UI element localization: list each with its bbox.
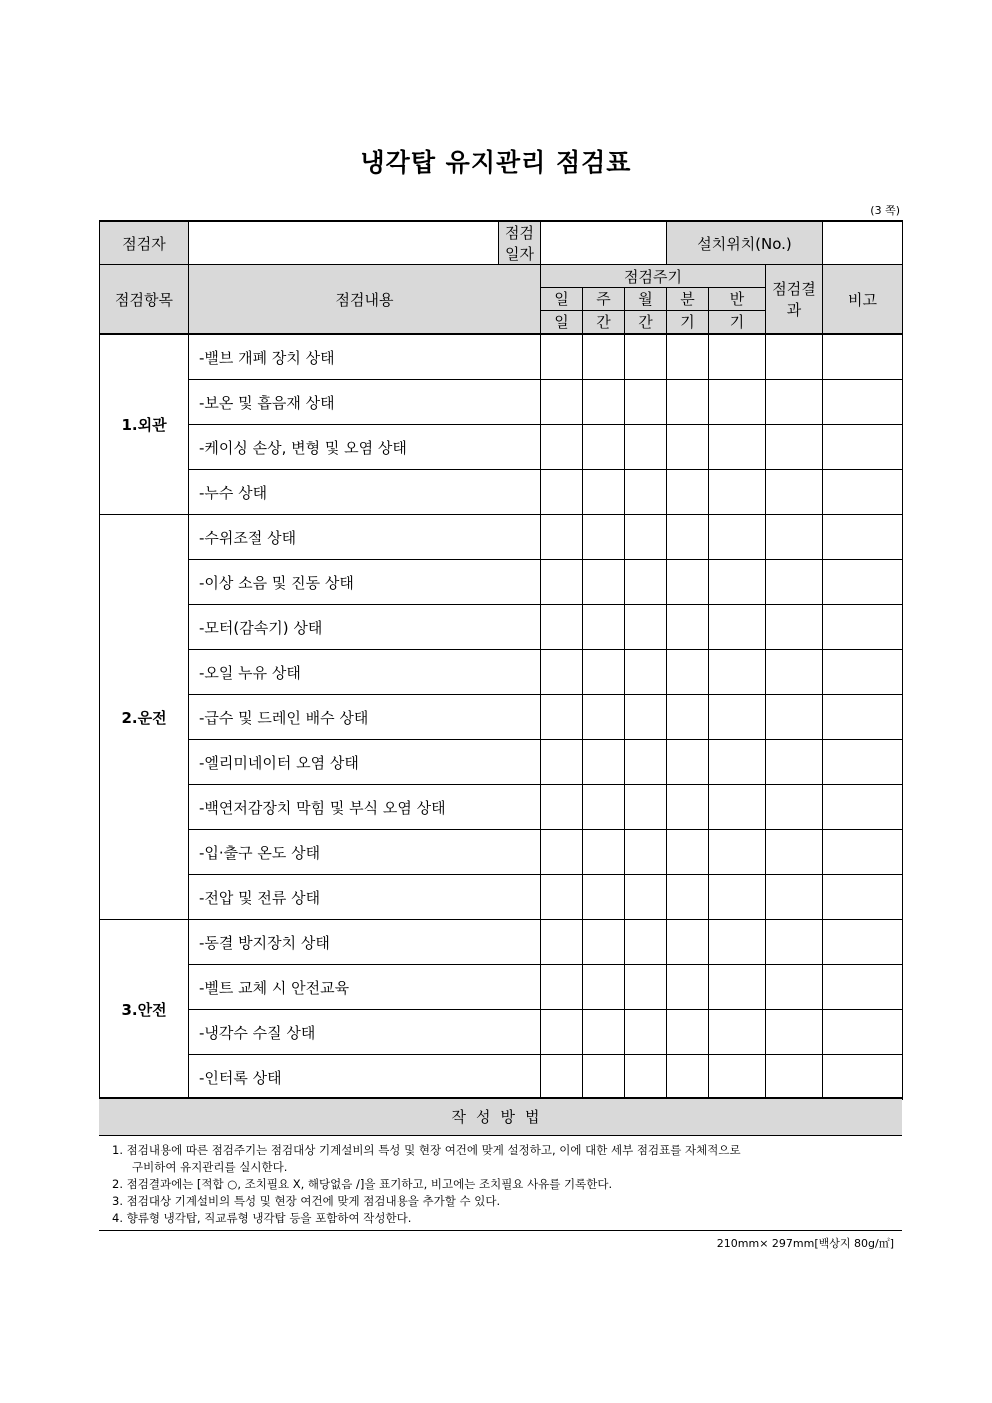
cycle-check-cell[interactable] [541, 425, 583, 470]
cycle-check-cell[interactable] [667, 470, 709, 515]
result-cell[interactable] [766, 875, 823, 920]
method-notes [112, 1142, 902, 1227]
result-cell[interactable] [766, 1055, 823, 1100]
page-number: (3 쪽) [870, 204, 900, 217]
cycle-check-cell[interactable] [667, 425, 709, 470]
cycle-sub-header: 간 [625, 311, 667, 335]
cycle-check-cell[interactable] [583, 875, 625, 920]
cycle-check-cell[interactable] [709, 695, 766, 740]
table-row [100, 695, 903, 740]
inspection-table [99, 220, 903, 1100]
cycle-check-cell[interactable] [709, 470, 766, 515]
cycle-check-cell[interactable] [709, 650, 766, 695]
content-cell: -냉각수 수질 상태 [189, 1010, 541, 1055]
cycle-check-cell[interactable] [583, 650, 625, 695]
cycle-check-cell[interactable] [667, 695, 709, 740]
cycle-column-header: 점검주기 [541, 265, 766, 288]
remark-cell[interactable] [823, 695, 903, 740]
content-cell: -입·출구 온도 상태 [189, 830, 541, 875]
content-cell: -이상 소음 및 진동 상태 [189, 560, 541, 605]
result-cell[interactable] [766, 380, 823, 425]
date-label: 점검일자 [499, 221, 541, 265]
cycle-check-cell[interactable] [583, 605, 625, 650]
table-row [100, 740, 903, 785]
cycle-check-cell[interactable] [625, 1010, 667, 1055]
table-row [100, 605, 903, 650]
cycle-check-cell[interactable] [541, 650, 583, 695]
remark-cell[interactable] [823, 830, 903, 875]
cycle-check-cell[interactable] [583, 695, 625, 740]
paper-spec: 210mm× 297mm[백상지 80g/㎡] [716, 1237, 894, 1250]
content-cell: -밸브 개폐 장치 상태 [189, 334, 541, 380]
cycle-sub-header: 주 [583, 288, 625, 311]
cycle-check-cell[interactable] [583, 740, 625, 785]
cycle-check-cell[interactable] [709, 334, 766, 380]
remark-cell[interactable] [823, 560, 903, 605]
cycle-check-cell[interactable] [667, 785, 709, 830]
location-label: 설치위치(No.) [667, 221, 823, 265]
cycle-check-cell[interactable] [583, 1010, 625, 1055]
content-cell: -백연저감장치 막힘 및 부식 오염 상태 [189, 785, 541, 830]
result-cell[interactable] [766, 515, 823, 560]
table-row [100, 1010, 903, 1055]
cycle-check-cell[interactable] [541, 515, 583, 560]
result-cell[interactable] [766, 785, 823, 830]
remark-cell[interactable] [823, 470, 903, 515]
cycle-check-cell[interactable] [583, 515, 625, 560]
cycle-check-cell[interactable] [667, 1055, 709, 1100]
item-column-header: 점검항목 [100, 265, 189, 335]
table-row [100, 1055, 903, 1100]
cycle-sub-header: 기 [709, 311, 766, 335]
remark-column-header: 비고 [823, 265, 903, 335]
remark-cell[interactable] [823, 650, 903, 695]
cycle-check-cell[interactable] [625, 830, 667, 875]
table-row [100, 875, 903, 920]
cycle-check-cell[interactable] [709, 560, 766, 605]
cycle-check-cell[interactable] [541, 1010, 583, 1055]
cycle-check-cell[interactable] [541, 785, 583, 830]
cycle-check-cell[interactable] [583, 785, 625, 830]
result-cell[interactable] [766, 740, 823, 785]
cycle-check-cell[interactable] [667, 1010, 709, 1055]
cycle-check-cell[interactable] [625, 785, 667, 830]
result-cell[interactable] [766, 605, 823, 650]
table-row [100, 560, 903, 605]
remark-cell[interactable] [823, 605, 903, 650]
cycle-sub-header: 간 [583, 311, 625, 335]
table-row [100, 965, 903, 1010]
cycle-check-cell[interactable] [625, 920, 667, 965]
location-field[interactable] [823, 221, 903, 265]
cycle-check-cell[interactable] [625, 965, 667, 1010]
result-cell[interactable] [766, 965, 823, 1010]
table-row [100, 650, 903, 695]
table-row [100, 920, 903, 965]
result-cell[interactable] [766, 695, 823, 740]
cycle-check-cell[interactable] [541, 605, 583, 650]
note-line: 3. 점검대상 기계설비의 특성 및 현장 여건에 맞게 점검내용을 추가할 수 있다. [112, 1194, 501, 1208]
content-cell: -케이싱 손상, 변형 및 오염 상태 [189, 425, 541, 470]
remark-cell[interactable] [823, 1055, 903, 1100]
content-cell: -보온 및 흡음재 상태 [189, 380, 541, 425]
page-title: 냉각탑 유지관리 점검표 [360, 148, 632, 177]
content-cell: -벨트 교체 시 안전교육 [189, 965, 541, 1010]
category-cell: 3.안전 [100, 920, 189, 1100]
content-cell: -인터록 상태 [189, 1055, 541, 1100]
content-cell: -누수 상태 [189, 470, 541, 515]
content-cell: -오일 누유 상태 [189, 650, 541, 695]
cycle-check-cell[interactable] [583, 1055, 625, 1100]
remark-cell[interactable] [823, 965, 903, 1010]
cycle-check-cell[interactable] [541, 875, 583, 920]
cycle-check-cell[interactable] [709, 875, 766, 920]
cycle-check-cell[interactable] [583, 380, 625, 425]
result-cell[interactable] [766, 560, 823, 605]
cycle-check-cell[interactable] [583, 830, 625, 875]
cycle-check-cell[interactable] [667, 515, 709, 560]
content-column-header: 점검내용 [189, 265, 541, 335]
cycle-check-cell[interactable] [625, 1055, 667, 1100]
table-row [100, 380, 903, 425]
cycle-check-cell[interactable] [667, 830, 709, 875]
cycle-check-cell[interactable] [625, 380, 667, 425]
cycle-check-cell[interactable] [625, 605, 667, 650]
cycle-check-cell[interactable] [541, 920, 583, 965]
cycle-check-cell[interactable] [667, 650, 709, 695]
content-cell: -전압 및 전류 상태 [189, 875, 541, 920]
cycle-check-cell[interactable] [583, 560, 625, 605]
category-cell: 2.운전 [100, 515, 189, 920]
category-cell: 1.외관 [100, 334, 189, 515]
cycle-sub-header: 분 [667, 288, 709, 311]
table-row [100, 830, 903, 875]
remark-cell[interactable] [823, 785, 903, 830]
cycle-check-cell[interactable] [667, 740, 709, 785]
cycle-check-cell[interactable] [625, 470, 667, 515]
cycle-check-cell[interactable] [667, 875, 709, 920]
cycle-sub-header: 기 [667, 311, 709, 335]
content-cell: -모터(감속기) 상태 [189, 605, 541, 650]
cycle-check-cell[interactable] [709, 965, 766, 1010]
bottom-rule [99, 1230, 902, 1231]
result-cell[interactable] [766, 650, 823, 695]
cycle-check-cell[interactable] [667, 380, 709, 425]
cycle-check-cell[interactable] [709, 785, 766, 830]
content-cell: -동결 방지장치 상태 [189, 920, 541, 965]
cycle-check-cell[interactable] [541, 695, 583, 740]
cycle-check-cell[interactable] [667, 605, 709, 650]
result-cell[interactable] [766, 1010, 823, 1055]
cycle-check-cell[interactable] [667, 965, 709, 1010]
cycle-check-cell[interactable] [625, 650, 667, 695]
cycle-check-cell[interactable] [583, 334, 625, 380]
result-cell[interactable] [766, 470, 823, 515]
cycle-check-cell[interactable] [541, 965, 583, 1010]
table-row [100, 785, 903, 830]
remark-cell[interactable] [823, 515, 903, 560]
cycle-check-cell[interactable] [709, 605, 766, 650]
cycle-check-cell[interactable] [709, 920, 766, 965]
cycle-check-cell[interactable] [583, 965, 625, 1010]
remark-cell[interactable] [823, 740, 903, 785]
result-cell[interactable] [766, 334, 823, 380]
note-line: 2. 점검결과에는 [적합 ○, 조치필요 X, 해당없음 /]을 표기하고, 비고에는 조치필요 사유를 기록한다. [112, 1177, 613, 1191]
result-cell[interactable] [766, 830, 823, 875]
cycle-sub-header: 일 [541, 288, 583, 311]
cycle-check-cell[interactable] [625, 560, 667, 605]
remark-cell[interactable] [823, 875, 903, 920]
table-row [100, 515, 903, 560]
content-cell: -수위조절 상태 [189, 515, 541, 560]
cycle-check-cell[interactable] [709, 425, 766, 470]
cycle-check-cell[interactable] [583, 425, 625, 470]
cycle-check-cell[interactable] [583, 470, 625, 515]
note-line: 1. 점검내용에 따른 점검주기는 점검대상 기계설비의 특성 및 현장 여건에 맞게 설정하고, 이에 대한 세부 점검표를 자체적으로 [112, 1143, 741, 1157]
cycle-check-cell[interactable] [625, 515, 667, 560]
cycle-check-cell[interactable] [541, 334, 583, 380]
remark-cell[interactable] [823, 380, 903, 425]
cycle-check-cell[interactable] [709, 740, 766, 785]
cycle-check-cell[interactable] [583, 920, 625, 965]
cycle-check-cell[interactable] [541, 740, 583, 785]
result-cell[interactable] [766, 920, 823, 965]
date-field[interactable] [541, 221, 667, 265]
remark-cell[interactable] [823, 334, 903, 380]
cycle-sub-header: 반 [709, 288, 766, 311]
content-cell: -엘리미네이터 오염 상태 [189, 740, 541, 785]
table-row [100, 334, 903, 380]
cycle-check-cell[interactable] [625, 425, 667, 470]
cycle-check-cell[interactable] [541, 380, 583, 425]
content-cell: -급수 및 드레인 배수 상태 [189, 695, 541, 740]
cycle-check-cell[interactable] [667, 334, 709, 380]
remark-cell[interactable] [823, 1010, 903, 1055]
cycle-check-cell[interactable] [625, 695, 667, 740]
result-column-header: 점검결과 [766, 265, 823, 335]
inspector-label: 점검자 [100, 221, 189, 265]
cycle-check-cell[interactable] [709, 1010, 766, 1055]
inspector-field[interactable] [189, 221, 499, 265]
note-line: 4. 향류형 냉각탑, 직교류형 냉각탑 등을 포함하여 작성한다. [112, 1211, 412, 1225]
remark-cell[interactable] [823, 425, 903, 470]
remark-cell[interactable] [823, 920, 903, 965]
cycle-check-cell[interactable] [541, 560, 583, 605]
cycle-check-cell[interactable] [709, 515, 766, 560]
cycle-check-cell[interactable] [667, 920, 709, 965]
note-line: 구비하여 유지관리를 실시한다. [132, 1160, 288, 1174]
cycle-sub-header: 월 [625, 288, 667, 311]
cycle-check-cell[interactable] [625, 334, 667, 380]
cycle-sub-header: 일 [541, 311, 583, 335]
cycle-check-cell[interactable] [625, 740, 667, 785]
method-title: 작성방법 [99, 1097, 902, 1136]
cycle-check-cell[interactable] [541, 830, 583, 875]
cycle-check-cell[interactable] [667, 560, 709, 605]
result-cell[interactable] [766, 425, 823, 470]
table-row [100, 470, 903, 515]
cycle-check-cell[interactable] [541, 470, 583, 515]
table-row [100, 425, 903, 470]
cycle-check-cell[interactable] [709, 1055, 766, 1100]
cycle-check-cell[interactable] [625, 875, 667, 920]
cycle-check-cell[interactable] [541, 1055, 583, 1100]
cycle-check-cell[interactable] [709, 830, 766, 875]
cycle-check-cell[interactable] [709, 380, 766, 425]
